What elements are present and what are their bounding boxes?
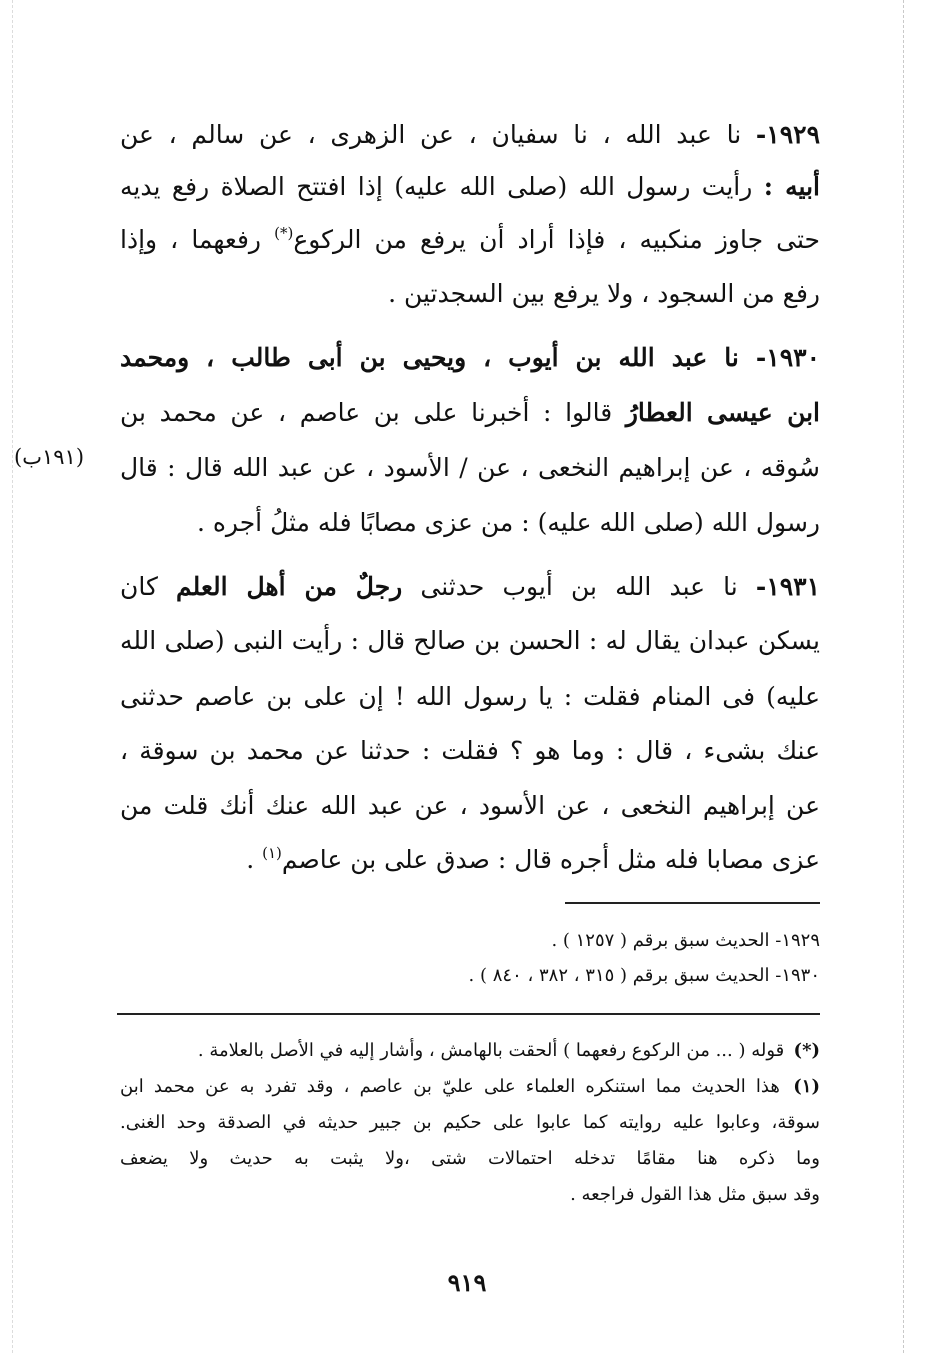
hadith-1930-narrator: ابن عيسى العطارُ	[625, 398, 820, 427]
hadith-1929-line-1: ١٩٢٩- نا عبد الله ، نا سفيان ، عن الزهرى ، عن سالم ، عن	[120, 120, 820, 149]
hadith-1931-line-2: يسكن عبدان يقال له : الحسن بن صالح قال : رأيت النبى (صلى الله	[120, 626, 820, 655]
hadith-1929-line-3: حتى جاوز منكبيه ، فإذا أراد أن يرفع من الركوع(*) رفعهما ، وإذا	[120, 224, 820, 254]
manuscript-folio-ref: (١٩١ب)	[14, 445, 85, 469]
footnotes-divider	[117, 1013, 820, 1015]
hadith-1929-line-4: رفع من السجود ، ولا يرفع بين السجدتين .	[388, 279, 820, 308]
reference-1930: ١٩٣٠- الحديث سبق برقم ( ٣١٥ ، ٣٨٢ ، ٨٤٠ ) .	[468, 965, 820, 986]
footnote-star-marker: (*)	[793, 1040, 820, 1061]
hadith-1931-number: ١٩٣١-	[755, 572, 821, 601]
hadith-1930-line-4: رسول الله (صلى الله عليه) : من عزى مصابًا فله مثلُ أجره .	[196, 508, 820, 537]
hadith-1929-number: ١٩٢٩-	[755, 120, 820, 149]
footnote-one-line-2: سوقة، وعابوا عليه روايته كما عابوا على حكيم بن جبير حديثه في الصدقة وحد الغنى.	[120, 1112, 820, 1133]
footnote-one-line-3: وما ذكره هنا مقامًا تدخله احتمالات شتى ،ولا يثبت به حديث ولا يضعف	[120, 1148, 820, 1169]
hadith-1931-line-5: عن إبراهيم النخعى ، عن الأسود ، عن عبد الله عنك أنك قلت من	[120, 791, 820, 820]
hadith-1931-line-1: ١٩٣١- نا عبد الله بن أيوب حدثنى رجلٌ من أهل العلم كان	[120, 572, 821, 601]
footnote-star-ref: (*)	[274, 224, 294, 242]
hadith-1931-narrator: رجلٌ من أهل العلم	[176, 572, 403, 601]
hadith-1930-number: ١٩٣٠-	[755, 343, 820, 372]
hadith-1930-line-2: ابن عيسى العطارُ قالوا : أخبرنا على بن عاصم ، عن محمد بن	[120, 398, 820, 427]
footnote-one-ref: (١)	[262, 844, 282, 862]
scan-edge-left	[12, 0, 13, 1353]
hadith-1931-line-3: عليه) فى المنام فقلت : يا رسول الله ! إن على بن عاصم حدثنى	[120, 682, 820, 711]
hadith-1931-line-6: عزى مصابا فله مثل أجره قال : صدق على بن عاصم$^{(١)}$ .	[246, 844, 820, 874]
hadith-1929-line-2: أبيه : رأيت رسول الله (صلى الله عليه) إذا افتتح الصلاة رفع يديه	[120, 172, 820, 201]
page-number: ٩١٩	[447, 1268, 487, 1297]
scan-edge-right	[903, 0, 904, 1353]
hadith-1931-line-4: عنك بشىء ، قال : وما هو ؟ فقلت : حدثنا عن محمد بن سوقة ،	[120, 736, 820, 765]
hadith-1929-abihi: أبيه :	[763, 172, 820, 201]
footnote-one-line-4: وقد سبق مثل هذا القول فراجعه .	[570, 1184, 820, 1205]
reference-1929: ١٩٢٩- الحديث سبق برقم ( ١٢٥٧ ) .	[551, 930, 820, 951]
references-divider	[565, 902, 820, 904]
footnote-star: (*) قوله ( ... من الركوع رفعهما ) ألحقت بالهامش ، وأشار إليه في الأصل بالعلامة .	[120, 1037, 820, 1065]
hadith-1930-line-3: سُوقه ، عن إبراهيم النخعى ، عن / الأسود ، عن عبد الله قال : قال	[120, 453, 820, 482]
footnote-one-line-1: (١) هذا الحديث مما استنكره العلماء على عليّ بن عاصم ، وقد تفرد به عن محمد ابن	[120, 1073, 820, 1101]
footnote-one-marker: (١)	[793, 1076, 820, 1097]
hadith-1930-line-1: ١٩٣٠- نا عبد الله بن أيوب ، ويحيى بن أبى طالب ، ومحمد	[120, 343, 820, 372]
